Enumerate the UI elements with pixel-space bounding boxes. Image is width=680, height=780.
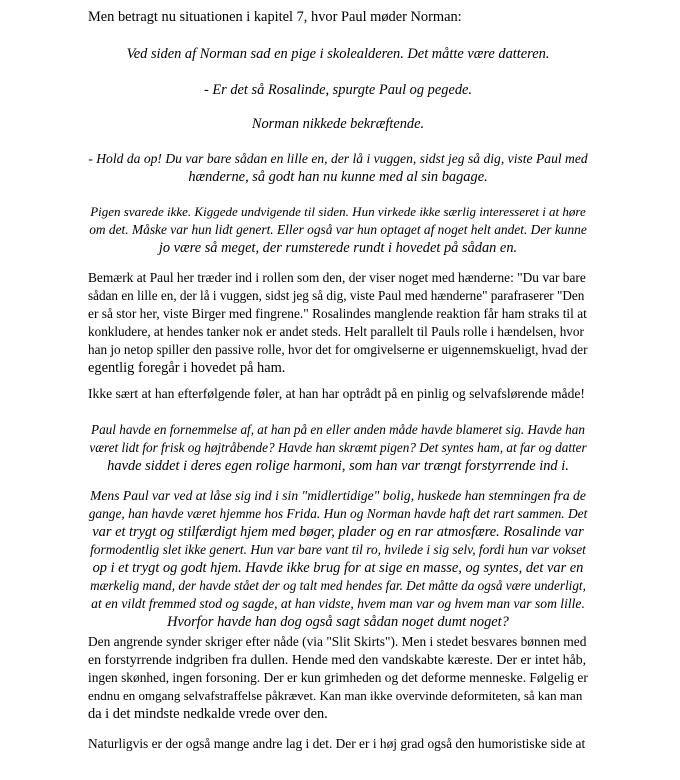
quote-paragraph (88, 81, 588, 99)
text-line: endnu en omgang selvafstraffelse påkrævet. Kan man ikke overvinde deformiteten, så kan man (88, 688, 583, 703)
text-line: Men betragt nu situationen i kapitel 7, hvor Paul møder Norman: (88, 9, 462, 25)
text-line: en forstyrrende indgriben fra dullen. Hende med den vandskabte kæreste. Der er intet håb, (88, 652, 587, 667)
text-line: Naturligvis er der også mange andre lag i det. Der er i høj grad også den humoristiske side at (88, 736, 586, 751)
text-line: formodentlig slet ikke genert. Hun var bare vant til ro, hvilede i sig selv, fordi hun var vokset (90, 542, 586, 557)
text-line: Paul havde en fornemmelse af, at han på en eller anden måde havde blameret sig. Havde han (91, 422, 585, 437)
text-line: - Hold da op! Du var bare sådan en lille en, der lå i vuggen, sidst jeg så dig, viste Paul med (88, 151, 588, 166)
quote-paragraph (88, 203, 588, 257)
text-line: op i et trygt og godt hjem. Havde ikke brug for at sige en masse, og syntes, det var en (92, 560, 584, 576)
text-line: Pigen svarede ikke. Kiggede undvigende til siden. Hun virkede ikke særlig interesseret i at høre (90, 204, 586, 219)
quote-paragraph (88, 115, 588, 133)
text-line: da i det mindste nedkalde vrede over den. (88, 706, 328, 722)
text-line: Ved siden af Norman sad en pige i skolealderen. Det måtte være datteren. (126, 46, 550, 62)
text-line: var et trygt og stilfærdigt hjem med bøger, plader og en rar atmosfære. Rosalinde var (92, 524, 584, 540)
quote-paragraph (88, 45, 588, 63)
text-line: Bemærk at Paul her træder ind i rollen som den, der viser noget med hænderne: "Du var bare (88, 270, 586, 285)
paragraph (88, 8, 588, 26)
text-line: jo være så meget, der rumsterede rundt i hovedet på sådan en. (158, 240, 518, 256)
text-line: Mens Paul var ved at låse sig ind i sin "midlertidige" bolig, huskede han stemningen fra de (90, 488, 586, 503)
text-line: været lidt for frisk og højtråbende? Havde han skræmt pigen? Det syntes ham, at far og datter (89, 440, 587, 455)
text-line: han jo netop spiller den passive rolle, hvor det for omgivelserne er uigennemskueligt, hvad der (88, 342, 588, 357)
text-line: konkludere, at hendes tanker nok er andet steds. Helt parallelt til Pauls rolle i hændelsen, hvor (88, 324, 584, 339)
text-line: - Er det så Rosalinde, spurgte Paul og pegede. (203, 82, 473, 98)
quote-paragraph (88, 487, 588, 631)
text-line: Ikke sært at han efterfølgende føler, at han har optrådt på en pinlig og selvafslørende måde! (88, 386, 585, 401)
text-line: gange, han havde været hjemme hos Frida. Hun og Norman havde haft det rart sammen. Det (88, 506, 588, 521)
text-line: er så stor her, viste Birger med fingrene." Rosalindes manglende reaktion får ham straks til at (88, 306, 587, 321)
paragraph (88, 385, 588, 403)
text-line: havde siddet i deres egen rolige harmoni, som han var trængt forstyrrende ind i. (107, 458, 569, 474)
text-line: ingen skønhed, ingen forsoning. Der er kun grimheden og det deforme menneske. Følgelig er (88, 670, 588, 685)
quote-paragraph (88, 421, 588, 475)
text-line: om det. Måske var hun lidt genert. Eller også var hun optaget af noget helt andet. Der kunne (89, 222, 587, 237)
text-line: hænderne, så godt han nu kunne med al sin bagage. (188, 169, 488, 185)
text-line: mærkelig mand, der havde stået der og talt med hendes far. Det måtte da også være underligt, (90, 578, 586, 593)
paragraph (88, 735, 588, 753)
text-line: at en vildt fremmed stod og sagde, at han vidste, hvem man var og hvem man var som lille. (91, 596, 585, 611)
text-line: Norman nikkede bekræftende. (251, 116, 425, 132)
text-line: sådan en lille en, der lå i vuggen, sidst jeg så dig, viste Paul med hænderne" parafraserer "Den (88, 288, 585, 303)
paragraph (88, 269, 588, 377)
paragraph (88, 633, 588, 723)
text-line: Hvorfor havde han dog også sagt sådan noget dumt noget? (167, 614, 509, 630)
text-line: Den angrende synder skriger efter nåde (via "Slit Skirts"). Men i stedet besvares bønnen med (88, 634, 587, 649)
quote-paragraph (88, 150, 588, 186)
text-line: egentlig foregår i hovedet på ham. (88, 360, 286, 376)
